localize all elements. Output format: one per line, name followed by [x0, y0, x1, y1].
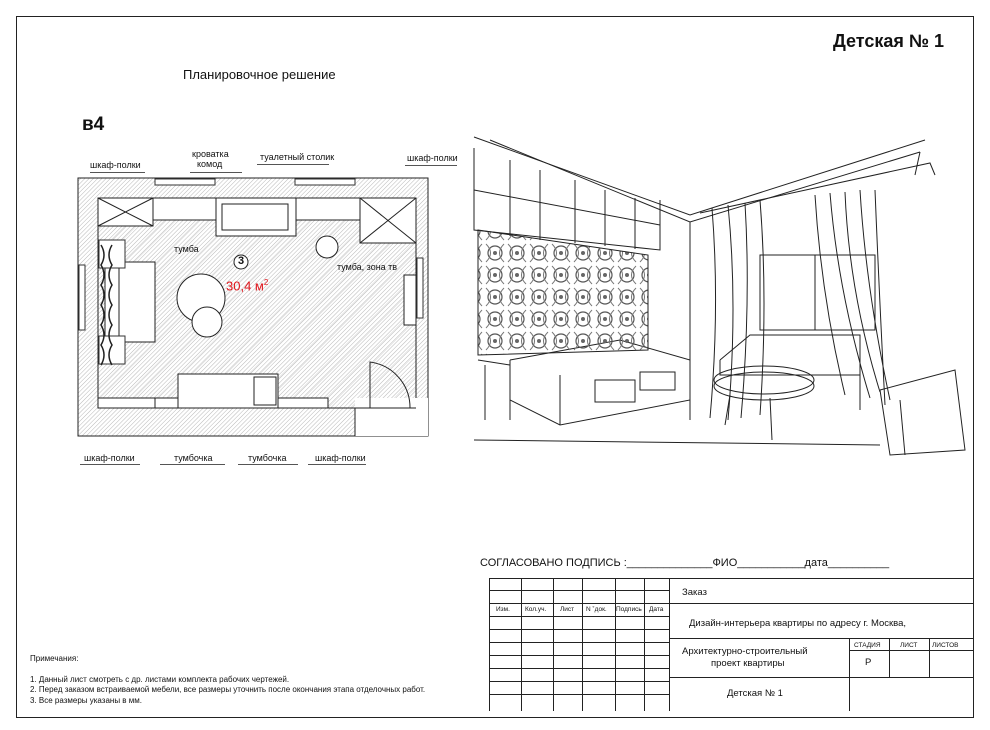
label-shkaf-polki-br: шкаф-полки — [315, 453, 366, 463]
label-shkaf-polki-tl: шкаф-полки — [90, 160, 141, 170]
col-izm: Изм. — [496, 606, 510, 613]
floor-plan — [70, 160, 430, 450]
project-type-line2: проект квартиры — [711, 658, 785, 669]
label-tumba: тумба — [174, 244, 199, 254]
project-type-line1: Архитектурно-строительный — [682, 646, 808, 657]
room-area: 30,4 $м^2$ — [226, 278, 269, 294]
label-tumbochka-2: тумбочка — [248, 453, 287, 463]
room-number: 3 — [238, 255, 245, 267]
label-shkaf-polki-tr: шкаф-полки — [407, 153, 458, 163]
title-block — [489, 578, 974, 711]
stage-header: СТАДИЯ — [854, 642, 881, 649]
sheet-subtitle: Планировочное решение — [183, 67, 336, 82]
label-shkaf-polki-bl: шкаф-полки — [84, 453, 135, 463]
approval-line: СОГЛАСОВАНО ПОДПИСЬ :______________ФИО___________дата__________ — [480, 557, 890, 569]
stage-value: Р — [865, 657, 872, 668]
label-tumba-zona-tv: тумба, зона тв — [337, 262, 398, 272]
label-komod: комод — [197, 159, 223, 169]
project-description: Дизайн-интерьера квартиры по адресу г. Москва, — [689, 618, 907, 629]
col-n-dok: N ˚док. — [586, 606, 607, 613]
col-data: Дата — [649, 606, 664, 613]
order-label: Заказ — [682, 587, 707, 598]
sheets-header: ЛИСТОВ — [932, 642, 959, 649]
note-item: 2. Перед заказом встраиваемой мебели, все размеры уточнить после окончания этапа отделочных работ. — [30, 685, 426, 694]
sheet-header: ЛИСТ — [900, 642, 918, 649]
sheet-name: Детская № 1 — [727, 688, 783, 699]
note-item: 1. Данный лист смотреть с др. листами комплекта рабочих чертежей. — [30, 674, 290, 684]
notes-heading: Примечания: — [30, 654, 79, 663]
col-podpis: Подпись — [616, 606, 642, 613]
notes-block — [30, 654, 425, 706]
note-item: 3. Все размеры указаны в мм. — [30, 695, 142, 705]
variant-label: в4 — [82, 114, 105, 135]
sheet-title: Детская № 1 — [832, 31, 944, 51]
label-krovatka: кроватка — [192, 149, 229, 159]
col-list: Лист — [560, 606, 575, 613]
label-tumbochka-1: тумбочка — [174, 453, 213, 463]
interior-perspective-sketch — [470, 135, 970, 460]
col-kol-uch: Кол.уч. — [525, 606, 547, 613]
label-tualetny-stolik: туалетный столик — [260, 152, 335, 162]
